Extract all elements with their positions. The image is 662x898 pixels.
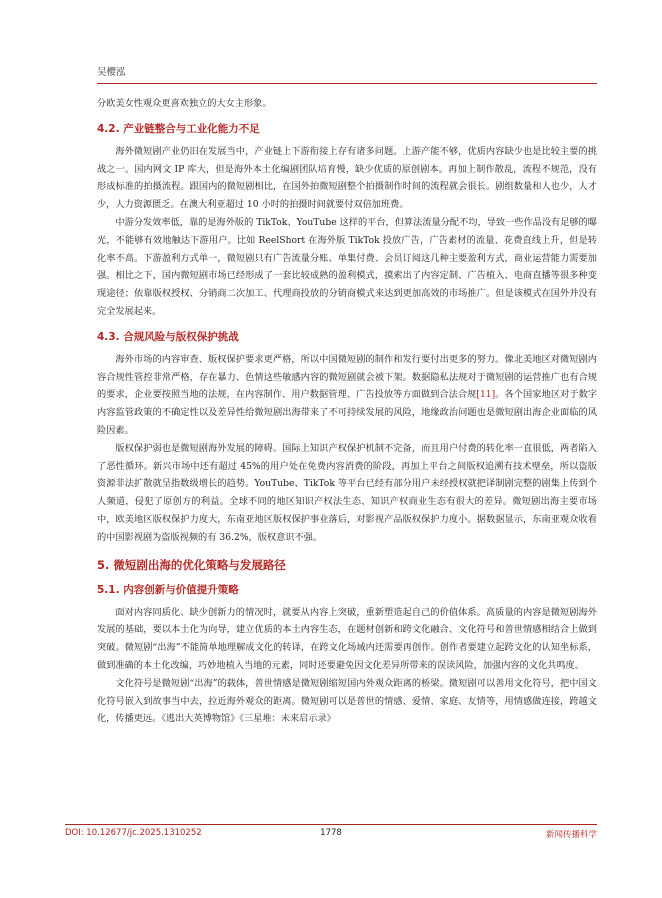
journal-name: 新闻传播科学 — [545, 830, 597, 840]
citation-link[interactable]: [11] — [476, 389, 496, 401]
section-heading-5: 5. 微短剧出海的优化策略与发展路径 — [97, 557, 286, 572]
paragraph-cultural-symbols: 文化符号是微短剧“出海”的载体，普世情感是微短剧缩短国内外观众距离的桥梁。微短剧可以善用文化符号，把中国文化符号嵌入到故事当中去，拉近海外观众的距离。微短剧可以是普世的情感、爱情、家庭、友情等，用情感做连接，跨越文化，传播更远。《逃出大英博物馆》《三星堆：未来启示录》 — [97, 677, 597, 725]
paragraph-industry-chain-midstream: 中游分发效率低，靠的是海外版的 TikTok、YouTube 这样的平台，但算法流量分配不均，导致一些作品没有足够的曝光，不能够有效地触达下游用户。比如 ReelShort 在海外版 TikTok 投放广告，广告素材的流量、花费直线上升，但是转化率不高。下游盈利方式单一，微短剧只有广告流量分账、单集付费、会员订阅这几种主要盈利方式，商业运营能力需要加强。相比之下，国内微短剧市场已经形成了一套比较成熟的盈利模式，摸索出了内容定制、广告植入、电商直播等很多种变现途径；依靠版权授权、分销商二次加工、代理商投放的分销商模式来达到更加高效的市场推广。但是该模式在国外并没有完全发展起来。 — [97, 216, 597, 317]
paragraph-copyright-protection: 版权保护弱也是微短剧海外发展的障碍。国际上知识产权保护机制不完备，而且用户付费的转化率一直很低，两者陷入了恶性循环。新兴市场中还有超过 45%的用户处在免费内容消费的阶段，再加上平台之间版权追溯有技术壁垒，所以盗版资源非法扩散就呈指数级增长的趋势。YouTube、TikTok 等平台已经有部分用户未经授权就把译制剧完整的剧集上传到个人频道，侵犯了原创方的利益。全球不同的地区知识产权法生态、知识产权商业生态有很大的差异。微短剧出海主要市场中，欧美地区版权保护力度大，东南亚地区版权保护事业落后，对影视产品版权保护力度小。据数据显示，东南亚观众收看的中国影视剧为盗版视频的有 36.2%，版权意识不强。 — [97, 442, 597, 543]
paragraph-compliance-text-b: 。各个国家地区对于数字内容监管政策的不确定性以及差异性给微短剧出海带来了不可持续发展的风险，地缘政治问题也是微短剧出海企业面临的风险因素。 — [97, 389, 598, 436]
footer-divider — [65, 824, 597, 825]
section-heading-4-2: 4.2. 产业链整合与工业化能力不足 — [97, 122, 260, 135]
paragraph-compliance-text-a: 海外市场的内容审查、版权保护要求更严格，所以中国微短剧的制作和发行要付出更多的努力。像北美地区对微短剧内容合规性管控非常严格，存在暴力、色情这些敏感内容的微短剧就会被下架。数据隐私法规对于微短剧的运营推广也有合规的要求，企业要按照当地的法规，在内容制作、用户数据管理、广告投放等方面做到合法合规 — [97, 353, 597, 401]
running-header-author: 吴樱泓 — [97, 67, 126, 78]
section-heading-4-3: 4.3. 合规风险与版权保护挑战 — [97, 330, 239, 343]
article-body — [97, 95, 597, 728]
paragraph-content-innovation: 面对内容同质化、缺少创新力的情况时，就要从内容上突破，重新塑造起自己的价值体系。高质量的内容是微短剧海外发展的基础，要以本土化为向导，建立优质的本土内容生态，在题材创新和跨文化融合、文化符号和普世情感相结合上做到突破。微短剧“出海”不能简单地理解成文化的转译，在跨文化场域内还需要再创作。创作者要建立起跨文化的认知坐标系，做到准确的本土化改编，巧妙地植入当地的元素，同时还要避免因文化差异所带来的误读风险，加强内容的文化共鸣度。 — [97, 606, 597, 671]
page-number: 1778 — [320, 828, 342, 838]
doi-link[interactable]: DOI: 10.12677/jc.2025.1310252 — [65, 828, 202, 838]
paragraph-compliance-risk — [97, 351, 597, 440]
section-heading-5-1: 5.1. 内容创新与价值提升策略 — [97, 583, 239, 596]
header-divider — [97, 83, 597, 84]
paragraph-industry-chain-upstream: 海外微短剧产业仍旧在发展当中，产业链上下游衔接上存有诸多问题。上游产能不够，优质内容缺少也是比较主要的挑战之一。国内网文 IP 库大，但是海外本土化编剧团队培育慢，缺少优质的原创剧本。再加上制作散乱，流程不规范，没有形成标准的拍摄流程。跟国内的微短剧相比，在国外拍微短剧整个拍摄制作时间的流程就会很长。剧组数量和人也少，人才少，人力资源匮乏。在澳大利亚超过 10 小时的拍摄时间就要付双倍加班费。 — [97, 145, 597, 211]
paragraph-continued: 分欧美女性观众更喜欢独立的大女主形象。 — [97, 98, 272, 109]
